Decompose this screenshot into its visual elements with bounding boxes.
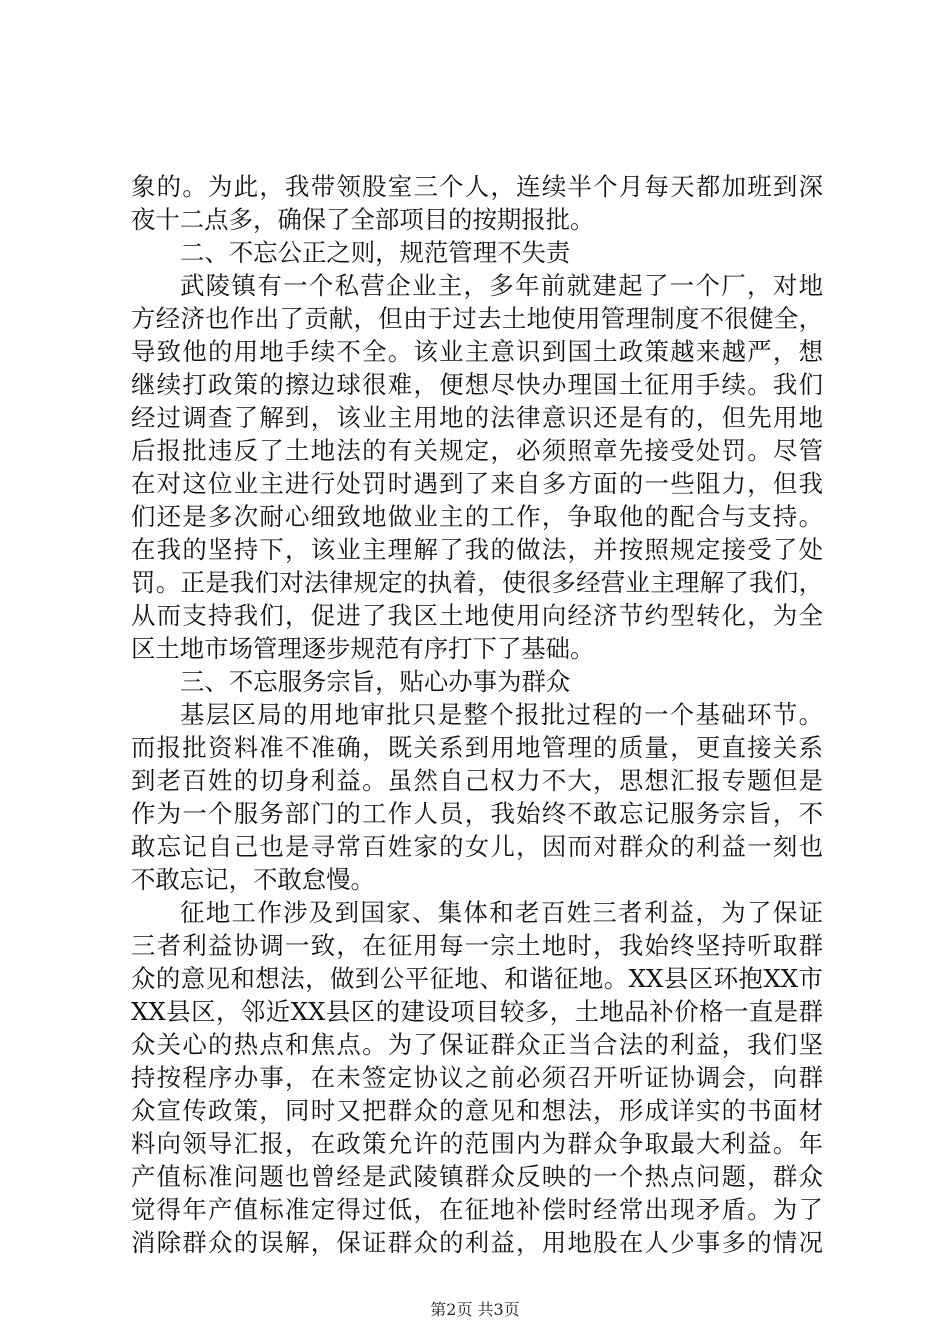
- text-line: 继续打政策的擦边球很难，便想尽快办理国土征用手续。我们: [131, 370, 823, 399]
- text-line: XX县区，邻近XX县区的建设项目较多，土地品补价格一直是群: [131, 997, 823, 1026]
- text-line: 征地工作涉及到国家、集体和老百姓三者利益，为了保证: [180, 898, 823, 927]
- text-line: 在对这位业主进行处罚时遇到了来自多方面的一些阻力，但我: [131, 469, 823, 498]
- text-line: 料向领导汇报，在政策允许的范围内为群众争取最大利益。年: [131, 1129, 823, 1158]
- text-line: 觉得年产值标准定得过低，在征地补偿时经常出现矛盾。为了: [131, 1195, 823, 1224]
- text-line: 不敢忘记，不敢怠慢。: [131, 865, 375, 894]
- text-line: 消除群众的误解，保证群众的利益，用地股在人少事多的情况: [131, 1228, 823, 1257]
- text-line: 三者利益协调一致，在征用每一宗土地时，我始终坚持听取群: [131, 931, 823, 960]
- text-line: 从而支持我们，促进了我区土地使用向经济节约型转化，为全: [131, 601, 823, 630]
- text-line: 众宣传政策，同时又把群众的意见和想法，形成详实的书面材: [131, 1096, 823, 1125]
- text-line: 敢忘记自己也是寻常百姓家的女儿，因而对群众的利益一刻也: [131, 832, 823, 861]
- text-line: 罚。正是我们对法律规定的执着，使很多经营业主理解了我们，: [131, 568, 823, 597]
- text-line: 而报批资料准不准确，既关系到用地管理的质量，更直接关系: [131, 733, 823, 762]
- text-line: 基层区局的用地审批只是整个报批过程的一个基础环节。: [180, 700, 823, 729]
- text-line: 在我的坚持下，该业主理解了我的做法，并按照规定接受了处: [131, 535, 823, 564]
- text-line: 导致他的用地手续不全。该业主意识到国土政策越来越严，想: [131, 337, 823, 366]
- text-line: 方经济也作出了贡献，但由于过去土地使用管理制度不很健全，: [131, 304, 823, 333]
- body-text: [131, 170, 823, 1259]
- text-line: 夜十二点多，确保了全部项目的按期报批。: [131, 205, 595, 234]
- text-line: 到老百姓的切身利益。虽然自己权力不大，思想汇报专题但是: [131, 766, 823, 795]
- text-line: 产值标准问题也曾经是武陵镇群众反映的一个热点问题，群众: [131, 1162, 823, 1191]
- text-line: 象的。为此，我带领股室三个人，连续半个月每天都加班到深: [131, 172, 823, 201]
- text-line: 持按程序办事，在未签定协议之前必须召开听证协调会，向群: [131, 1063, 823, 1092]
- text-line: 后报批违反了土地法的有关规定，必须照章先接受处罚。尽管: [131, 436, 823, 465]
- text-line: 们还是多次耐心细致地做业主的工作，争取他的配合与支持。: [131, 502, 823, 531]
- text-line: 区土地市场管理逐步规范有序打下了基础。: [131, 634, 595, 663]
- text-line: 众的意见和想法，做到公平征地、和谐征地。XX县区环抱XX市: [131, 964, 823, 993]
- text-line: 经过调查了解到，该业主用地的法律意识还是有的，但先用地: [131, 403, 823, 432]
- text-line: 武陵镇有一个私营企业主，多年前就建起了一个厂，对地: [180, 271, 823, 300]
- page-footer: 第2页 共3页: [430, 1300, 520, 1319]
- text-line: 作为一个服务部门的工作人员，我始终不敢忘记服务宗旨，不: [131, 799, 823, 828]
- text-line: 三、不忘服务宗旨，贴心办事为群众: [180, 667, 571, 696]
- text-line: 二、不忘公正之则，规范管理不失责: [180, 238, 571, 267]
- text-line: 众关心的热点和焦点。为了保证群众正当合法的利益，我们坚: [131, 1030, 823, 1059]
